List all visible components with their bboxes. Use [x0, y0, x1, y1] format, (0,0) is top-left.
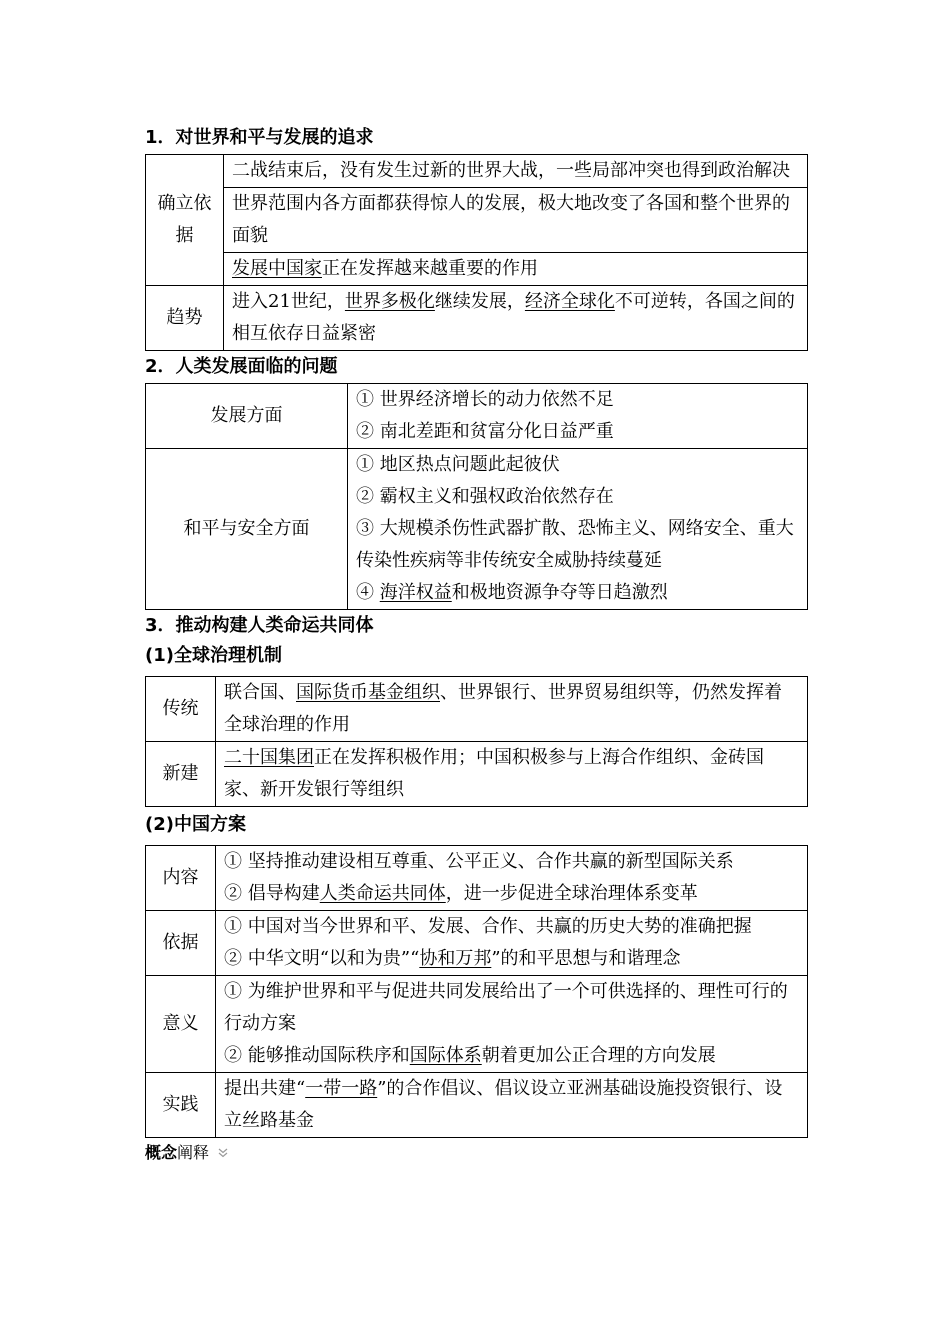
- row-content: [216, 677, 808, 742]
- table-row: [146, 384, 808, 449]
- section1-title: 1．对世界和平与发展的追求: [145, 127, 374, 148]
- china-plan-table: [145, 845, 808, 1138]
- row-content: [224, 155, 808, 286]
- text-run: ② 能够推动国际秩序和: [224, 1045, 410, 1066]
- footer-light-label: 阐释: [177, 1143, 210, 1162]
- underlined-key-term: 经济全球化: [524, 291, 615, 312]
- text-run: ① 中国对当今世界和平、发展、合作、共赢的历史大势的准确把握: [224, 916, 752, 937]
- table-row: [146, 846, 808, 911]
- list-item: [356, 449, 799, 481]
- list-item: [224, 943, 799, 975]
- list-item: [356, 384, 799, 416]
- document-page: [145, 124, 808, 1163]
- list-item: [356, 513, 799, 577]
- text-run: ，进一步促进全球治理体系变革: [445, 883, 698, 904]
- underlined-key-term: 世界多极化: [344, 291, 435, 312]
- footer-bold-label: 概念: [145, 1143, 178, 1162]
- underlined-key-term: 协和万邦: [419, 948, 492, 969]
- text-run: ② 南北差距和贫富分化日益严重: [356, 421, 614, 442]
- table-row: [146, 976, 808, 1073]
- text-run: 提出共建“: [224, 1078, 306, 1099]
- text-run: ② 中华文明“以和为贵”“: [224, 948, 420, 969]
- row-label: 发展方面: [146, 384, 348, 449]
- text-run: 二战结束后，没有发生过新的世界大战，一些局部冲突也得到政治解决: [232, 160, 790, 181]
- text-run: 正在发挥越来越重要的作用: [322, 258, 538, 279]
- double-chevron-down-icon: [217, 1144, 229, 1163]
- row-label: 确立依据: [146, 155, 224, 286]
- underlined-key-term: 发展中国家: [232, 258, 322, 279]
- list-item: [224, 878, 799, 910]
- row-label: 和平与安全方面: [146, 449, 348, 610]
- content-item: [224, 155, 807, 188]
- list-item: [224, 1040, 799, 1072]
- row-content: [216, 911, 808, 976]
- text-run: 和极地资源争夺等日趋激烈: [451, 582, 668, 603]
- underlined-key-term: 二十国集团: [224, 747, 314, 768]
- table-row: [146, 449, 808, 610]
- text-run: ④: [356, 582, 380, 603]
- table-row: [146, 1073, 808, 1138]
- text-run: 朝着更加公正合理的方向发展: [481, 1045, 716, 1066]
- row-content: [216, 846, 808, 911]
- list-item: [356, 577, 799, 609]
- content-item: [224, 188, 807, 253]
- list-item: [224, 976, 799, 1040]
- row-content: [216, 976, 808, 1073]
- table-row: [146, 742, 808, 807]
- row-label: 新建: [146, 742, 216, 807]
- table-row: [146, 911, 808, 976]
- underlined-key-term: 国际体系: [409, 1045, 482, 1066]
- underlined-key-term: 人类命运共同体: [319, 883, 446, 904]
- table-row: [146, 155, 808, 286]
- governance-table: [145, 676, 808, 807]
- section3-title: 3．推动构建人类命运共同体: [145, 615, 374, 636]
- section2-table: [145, 383, 808, 610]
- text-run: 联合国、: [224, 682, 296, 703]
- list-item: [224, 1073, 799, 1137]
- row-label: 内容: [146, 846, 216, 911]
- row-label: 意义: [146, 976, 216, 1073]
- row-content: [224, 286, 808, 351]
- text-run: ① 为维护世界和平与促进共同发展给出了一个可供选择的、理性可行的行动方案: [224, 981, 788, 1034]
- list-item: [356, 481, 799, 513]
- row-label: 趋势: [146, 286, 224, 351]
- text-run: 不可逆转，各国之间的相互依存日益紧密: [232, 291, 795, 344]
- text-run: 、世界银行、世界贸易组织等，仍然发挥着全球治理的作用: [224, 682, 782, 735]
- text-run: ”的和平思想与和谐理念: [491, 948, 681, 969]
- row-content: [216, 1073, 808, 1138]
- text-run: 进入21世纪，: [232, 291, 345, 312]
- underlined-key-term: 海洋权益: [379, 582, 452, 603]
- row-label: 传统: [146, 677, 216, 742]
- section1-table: [145, 154, 808, 351]
- sub1-title: (1)全球治理机制: [145, 645, 282, 666]
- list-item: [356, 416, 799, 448]
- text-run: 世界范围内各方面都获得惊人的发展，极大地改变了各国和整个世界的面貌: [232, 193, 790, 246]
- text-run: 继续发展，: [434, 291, 525, 312]
- row-content: [348, 449, 808, 610]
- row-content: [216, 742, 808, 807]
- text-run: ③ 大规模杀伤性武器扩散、恐怖主义、网络安全、重大传染性疾病等非传统安全威胁持续蔓延: [356, 518, 794, 571]
- underlined-key-term: 一带一路: [305, 1078, 378, 1099]
- text-run: ① 地区热点问题此起彼伏: [356, 454, 560, 475]
- text-run: ”的合作倡议、倡议设立亚洲基础设施投资银行、设立丝路基金: [224, 1078, 783, 1131]
- concept-explanation-heading[interactable]: [145, 1140, 808, 1163]
- table-row: [146, 286, 808, 351]
- text-run: ② 霸权主义和强权政治依然存在: [356, 486, 614, 507]
- row-label: 依据: [146, 911, 216, 976]
- row-content: [348, 384, 808, 449]
- section2-title: 2．人类发展面临的问题: [145, 356, 338, 377]
- text-run: ② 倡导构建: [224, 883, 320, 904]
- content-item: [224, 253, 807, 285]
- text-run: ① 坚持推动建设相互尊重、公平正义、合作共赢的新型国际关系: [224, 851, 734, 872]
- table-row: [146, 677, 808, 742]
- list-item: [224, 846, 799, 878]
- sub2-title: (2)中国方案: [145, 814, 246, 835]
- text-run: ① 世界经济增长的动力依然不足: [356, 389, 614, 410]
- row-label: 实践: [146, 1073, 216, 1138]
- text-run: 正在发挥积极作用；中国积极参与上海合作组织、金砖国家、新开发银行等组织: [224, 747, 764, 800]
- list-item: [224, 911, 799, 943]
- underlined-key-term: 国际货币基金组织: [296, 682, 440, 703]
